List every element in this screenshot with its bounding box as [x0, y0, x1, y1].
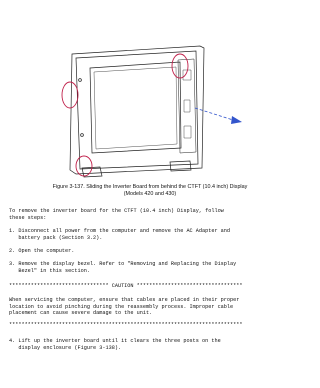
- caution-line3: placement can cause severe damage to the unit.: [9, 310, 153, 317]
- step-2-line1: 2. Open the computer.: [9, 248, 75, 254]
- display-drawing: [50, 40, 250, 180]
- slide-direction-arrow: [195, 108, 242, 124]
- step-3: [9, 261, 293, 274]
- figure-caption: [0, 184, 300, 198]
- caution-footer: ***************************************************************************: [9, 322, 243, 328]
- caution-line1: When servicing the computer, ensure that cables are placed in their proper: [9, 297, 240, 303]
- caution-header: ******************************** CAUTION **********************************: [9, 283, 243, 289]
- callout-circle-bottom-left: [76, 156, 92, 176]
- step-4-line2: display enclosure (Figure 3-138).: [9, 344, 122, 351]
- step-4: [9, 338, 293, 351]
- figure-caption-line2: (Models 420 and 430): [123, 191, 177, 197]
- display-figure: [50, 40, 250, 180]
- step-1: [9, 228, 293, 241]
- figure-caption-line1: Figure 3-137. Sliding the Inverter Board from behind the CTFT (10.4 inch) Display: [52, 184, 248, 190]
- caution-line2: location to avoid pinching during the reassembly process. Improper cable: [9, 303, 234, 310]
- intro-line1: To remove the inverter board for the CTFT (10.4 inch) Display, follow: [9, 208, 224, 214]
- callout-circle-left: [62, 82, 78, 108]
- intro-line2: these steps:: [9, 214, 47, 221]
- step-4-line1: 4. Lift up the inverter board until it clears the three posts on the: [9, 338, 221, 344]
- step-3-line2: Bezel" in this section.: [9, 267, 90, 274]
- step-1-line2: battery pack (Section 3.2).: [9, 234, 103, 241]
- step-1-line1: 1. Disconnect all power from the computer and remove the AC Adapter and: [9, 228, 231, 234]
- caution-text: [9, 297, 293, 317]
- step-3-line1: 3. Remove the display bezel. Refer to "Removing and Replacing the Display: [9, 261, 237, 267]
- intro-paragraph: [9, 208, 293, 221]
- step-2: [9, 248, 293, 255]
